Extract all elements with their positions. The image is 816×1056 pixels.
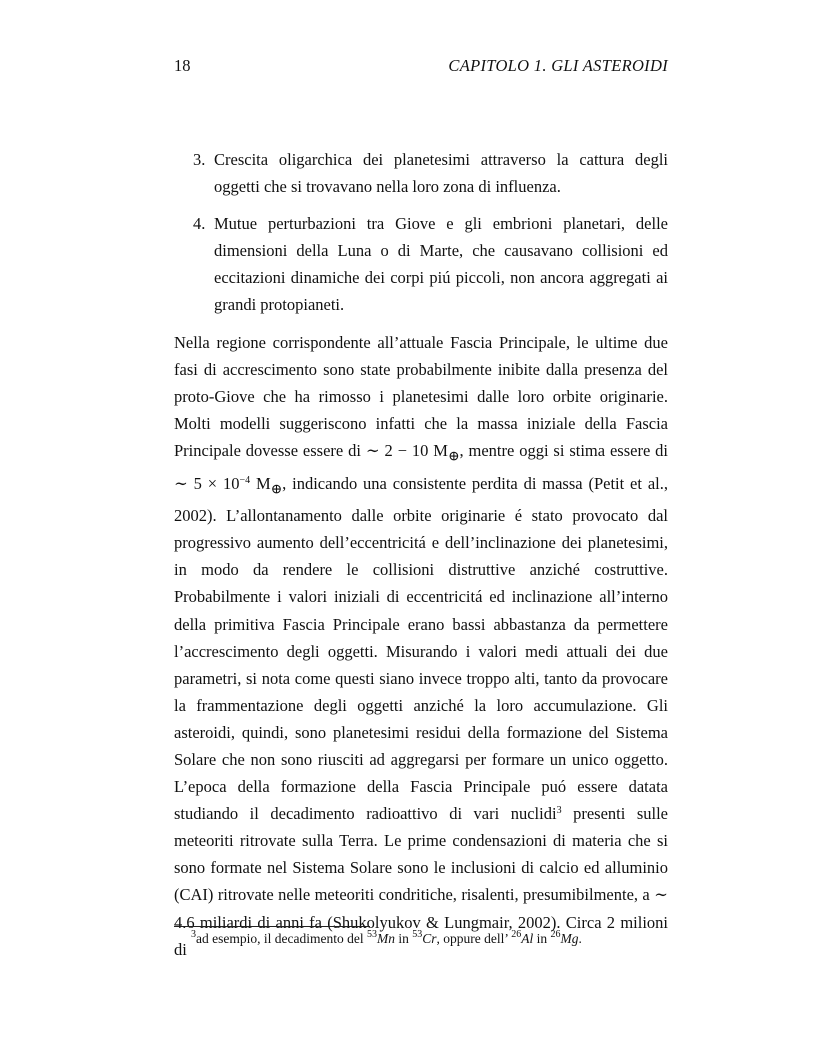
earth-mass-symbol: ⊕ [270,481,283,497]
numbered-list [174,146,668,328]
paragraph-text: , mentre oggi si stima essere di ∼ 5 × 10 [174,441,668,493]
footnote-rule [174,926,370,927]
paragraph-text: M [250,473,271,493]
isotope-mass: 26 [511,929,522,940]
list-item [174,210,668,318]
footnote-text: , oppure dell’ [436,931,512,946]
list-item-number: 3. [193,150,206,169]
earth-mass-symbol: ⊕ [447,448,460,464]
paragraph-text: Nella regione corrispondente all’attuale Fascia Principale, le ultime due fasi di accrescimento sono state probabilmente inibite dalla presenza del proto-Giove che ha rimosso i planetesimi dalle loro orbite originarie. Molti modelli suggeriscono infatti che la massa iniziale della Fascia Principale dovesse essere di ∼ 2 − 10 M [174,333,668,461]
list-item-number: 4. [193,214,206,233]
page-header [174,56,668,80]
footnote-text: in [533,931,551,946]
list-item [174,146,668,200]
isotope-mass: 53 [412,929,423,940]
footnote-text: ad esempio, il decadimento del [196,931,367,946]
element-symbol: Cr [422,931,437,946]
isotope-mass: 26 [550,929,561,940]
isotope-mass: 53 [366,929,377,940]
footnote-reference: 3 [556,805,562,817]
paragraph-text: , indicando una consistente perdita di massa (Petit et al., 2002). L’allontanamento dalle orbite originarie é stato provocato dal progressivo aumento dell’eccentricitá e dell’inclinazione dei planetesimi, in modo da rendere le collisioni distruttive anziché costruttive. Probabilmente i valori iniziali di eccentricitá ed inclinazione all’interno della primitiva Fascia Principale erano bassi abbastanza da permettere l’accrescimento degli oggetti. Misurando i valori medi attuali dei due parametri, si nota come questi siano invece troppo alti, tanto da provocare la frammentazione degli oggetti anziché la loro accumulazione. Gli asteroidi, quindi, sono planetesimi residui della formazione del Sistema Solare che non sono riusciti ad aggregarsi per formare un unico oggetto. L’epoca della formazione della Fascia Principale puó essere datata studiando il decadimento radioattivo di vari nuclidi [174,473,668,824]
element-symbol: Mn [376,931,395,946]
footnote-text: . [578,931,582,946]
list-item-text: Mutue perturbazioni tra Giove e gli embrioni planetari, delle dimensioni della Luna o di Marte, che causavano collisioni ed eccitazioni dinamiche dei corpi piú piccoli, non ancora aggregati ai grandi protopianeti. [214,214,668,314]
body-paragraph [174,329,668,963]
footnote-text: in [394,931,413,946]
list-item-text: Crescita oligarchica dei planetesimi attraverso la cattura degli oggetti che si trovavano nella loro zona di influenza. [214,150,668,196]
element-symbol: Al [521,931,534,946]
page-number: 18 [174,56,191,75]
paragraph-text: presenti sulle meteoriti ritrovate sulla Terra. Le prime condensazioni di materia che si sono formate nel Sistema Solare sono le inclusioni di calcio ed alluminio (CAI) ritrovate nelle meteoriti condritiche, risalenti, presumibilmente, a ∼ 4.6 miliardi di anni fa (Shukolyukov & Lungmair, 2002). Circa 2 milioni di [174,804,668,959]
element-symbol: Mg [560,931,579,946]
exponent: −4 [239,474,251,486]
footnote [191,930,668,948]
footnote-mark: 3 [191,929,196,940]
running-title: CAPITOLO 1. GLI ASTEROIDI [448,56,668,75]
